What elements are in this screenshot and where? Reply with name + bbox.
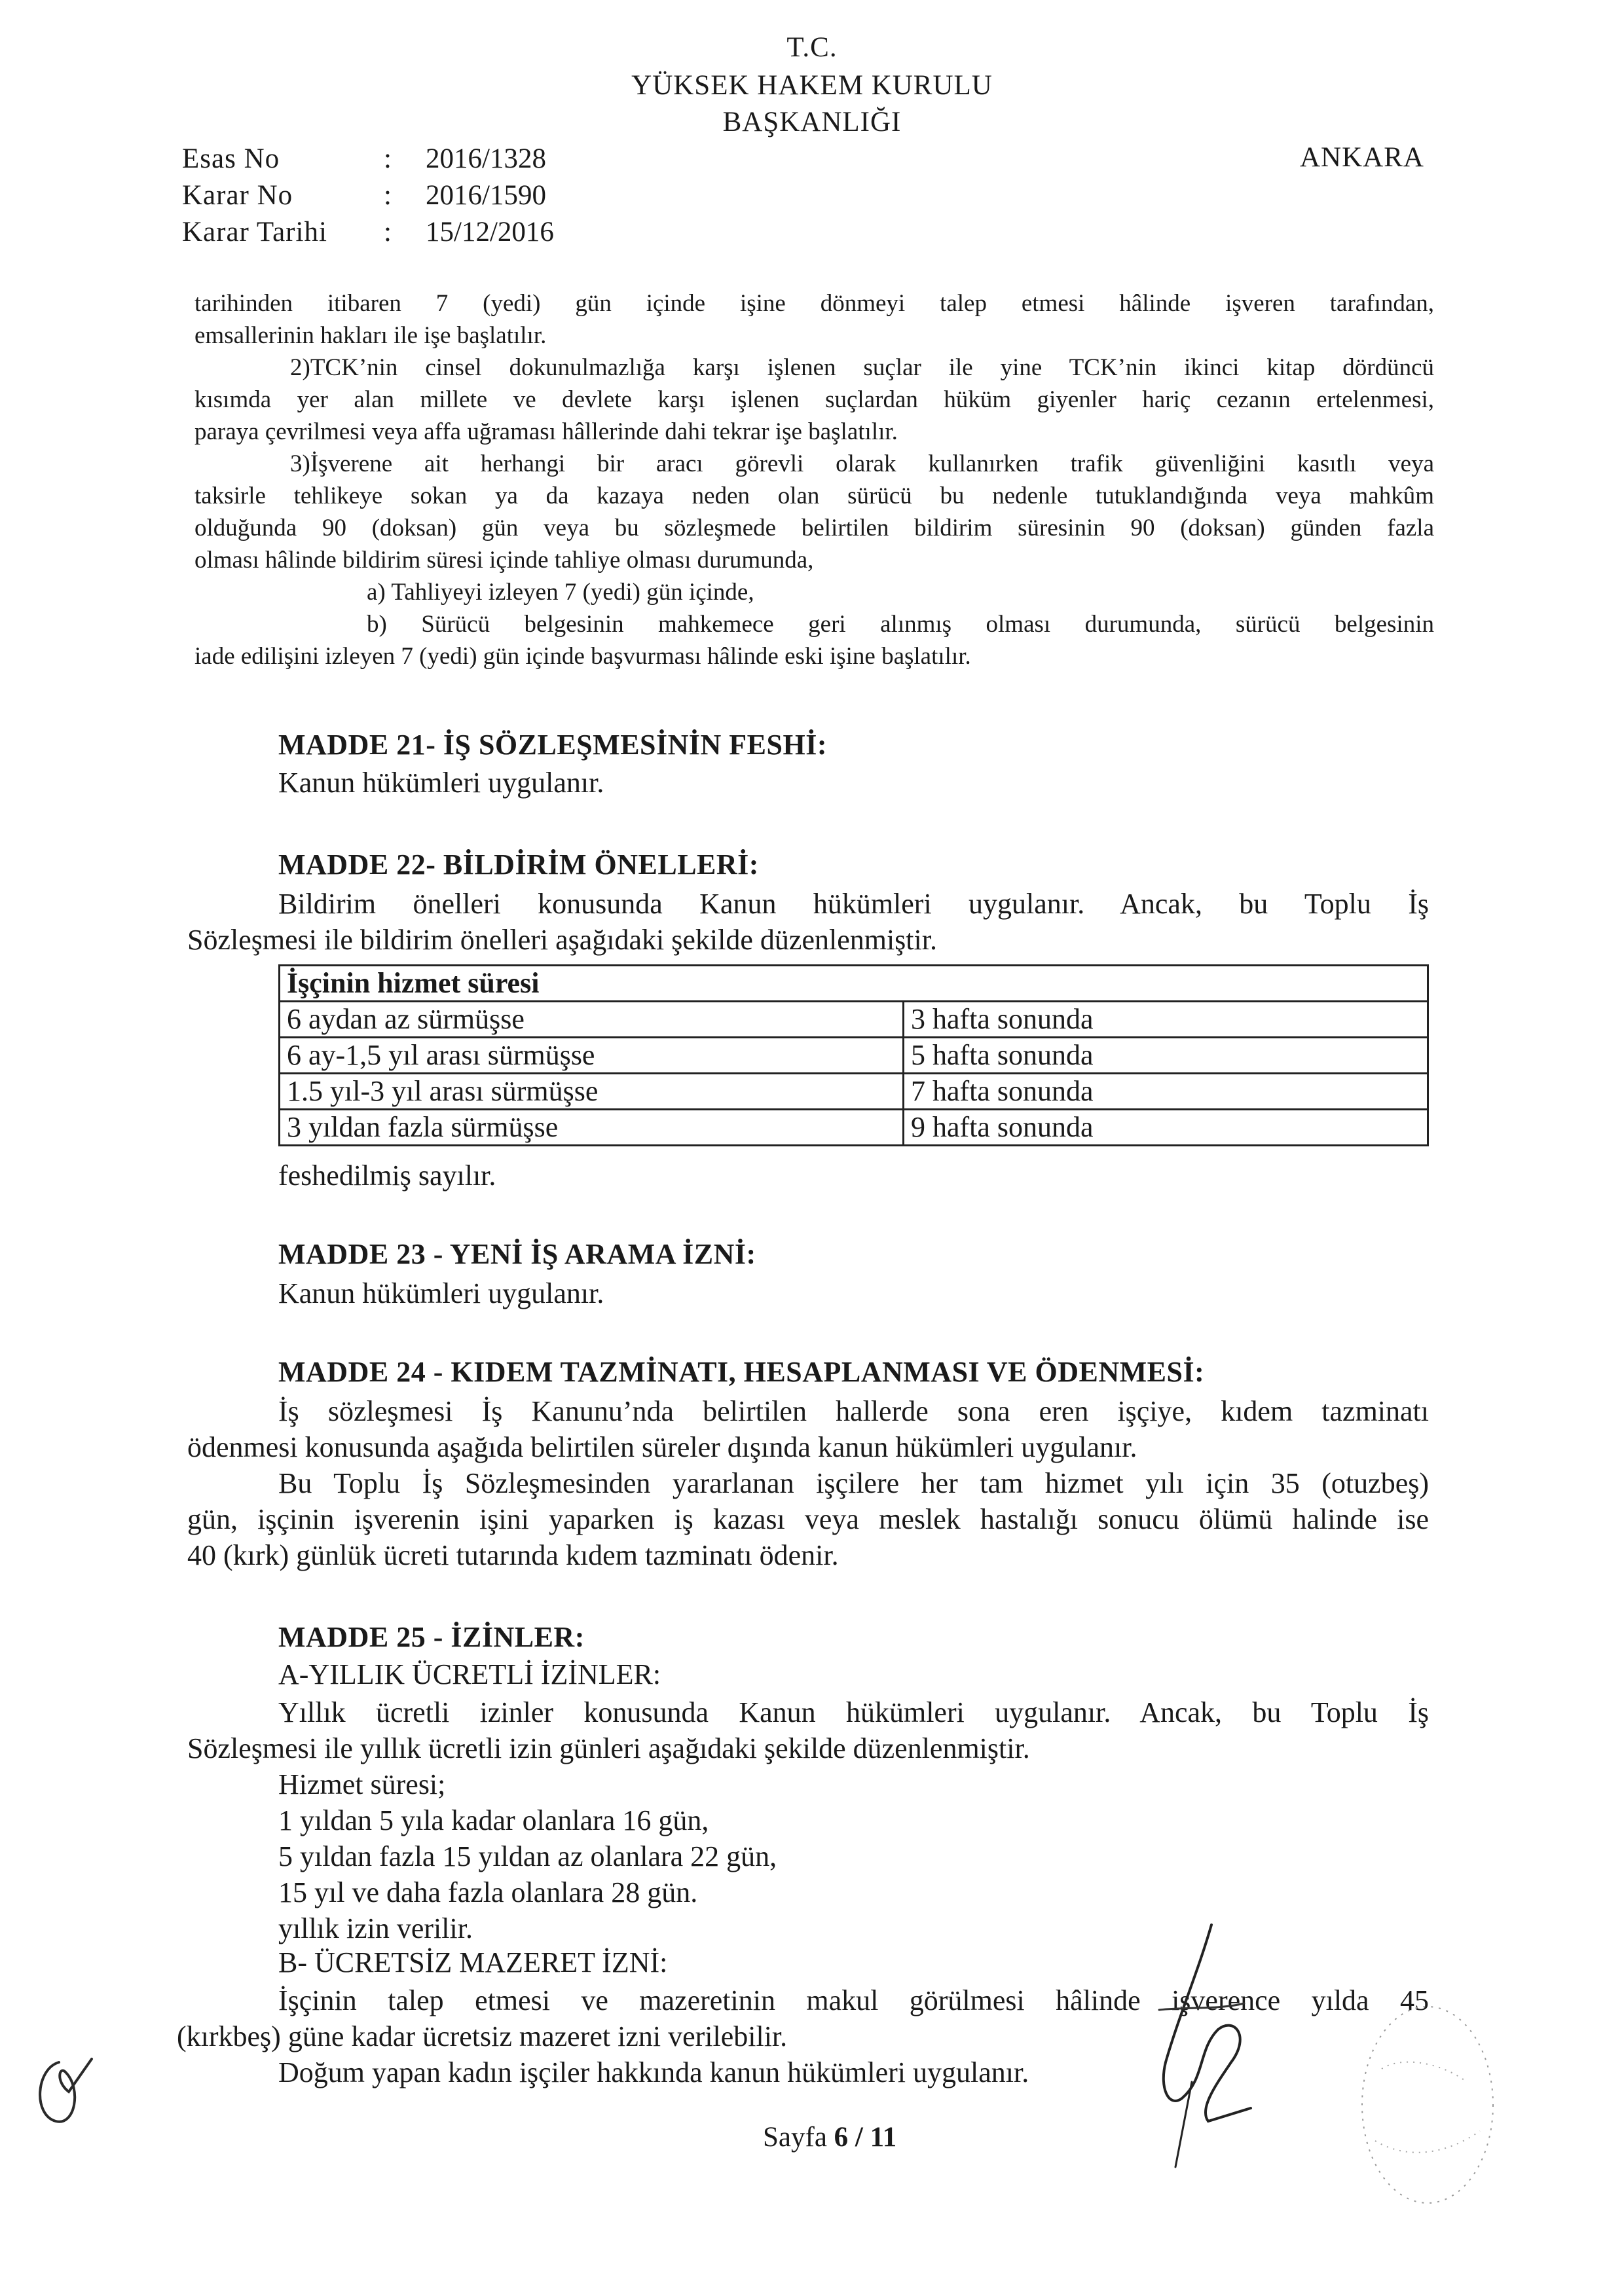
meta-label: Karar No [182, 180, 293, 211]
service-period-cell: 6 aydan az sürmüşse [280, 1002, 904, 1038]
meta-value: 15/12/2016 [426, 217, 554, 247]
meta-value: 2016/1590 [426, 180, 546, 211]
article-25-title: MADDE 25 - İZİNLER: [278, 1621, 585, 1653]
text-line: 15 yıl ve daha fazla olanlara 28 gün. [278, 1876, 698, 1908]
text-line: b) Sürücü belgesinin mahkemece geri alınmış olması durumunda, sürücü belgesinin [367, 611, 1434, 638]
table-row [280, 1002, 1428, 1038]
table-header: İşçinin hizmet süresi [280, 966, 1428, 1002]
meta-sep: : [384, 143, 392, 174]
header-country: T.C. [786, 32, 838, 63]
header-office: BAŞKANLIĞI [722, 107, 902, 137]
header-institution: YÜKSEK HAKEM KURULU [631, 70, 993, 101]
meta-label: Karar Tarihi [182, 217, 327, 247]
text-line: Hizmet süresi; [278, 1768, 446, 1800]
notice-cell: 5 hafta sonunda [904, 1038, 1428, 1074]
page-separator: / [855, 2122, 863, 2153]
service-period-cell: 6 ay-1,5 yıl arası sürmüşse [280, 1038, 904, 1074]
service-period-cell: 3 yıldan fazla sürmüşse [280, 1110, 904, 1146]
article-22-title: MADDE 22- BİLDİRİM ÖNELLERİ: [278, 848, 759, 881]
text-line: olduğunda 90 (doksan) gün veya bu sözleşmede belirtilen bildirim süresinin 90 (doksan) günden fazla [194, 515, 1434, 541]
section-b-title: B- ÜCRETSİZ MAZERET İZNİ: [278, 1946, 668, 1978]
notice-cell: 3 hafta sonunda [904, 1002, 1428, 1038]
text-line: ödenmesi konusunda aşağıda belirtilen süreler dışında kanun hükümleri uygulanır. [187, 1431, 1137, 1463]
text-line: Bu Toplu İş Sözleşmesinden yararlanan işçilere her tam hizmet yılı için 35 (otuzbeş) [278, 1467, 1429, 1499]
faint-stamp-mark [1342, 1990, 1513, 2219]
notice-cell: 9 hafta sonunda [904, 1110, 1428, 1146]
text-line: Doğum yapan kadın işçiler hakkında kanun hükümleri uygulanır. [278, 2056, 1029, 2088]
text-line: Sözleşmesi ile bildirim önelleri aşağıdaki şekilde düzenlenmiştir. [187, 924, 937, 956]
page-label: Sayfa [763, 2122, 827, 2153]
text-line: 40 (kırk) günlük ücreti tutarında kıdem tazminatı ödenir. [187, 1539, 839, 1571]
meta-sep: : [384, 217, 392, 247]
text-line: 2)TCK’nin cinsel dokunulmazlığa karşı işlenen suçlar ile yine TCK’nin ikinci kitap dördüncü [290, 354, 1434, 381]
header-city: ANKARA [1300, 142, 1424, 173]
article-23-body: Kanun hükümleri uygulanır. [278, 1277, 604, 1309]
text-line: Yıllık ücretli izinler konusunda Kanun hükümleri uygulanır. Ancak, bu Toplu İş [278, 1696, 1429, 1728]
article-24-title: MADDE 24 - KIDEM TAZMİNATI, HESAPLANMASI VE ÖDENMESİ: [278, 1356, 1205, 1388]
article-21-title: MADDE 21- İŞ SÖZLEŞMESİNİN FESHİ: [278, 729, 827, 761]
table-header-row [280, 966, 1428, 1002]
meta-label: Esas No [182, 143, 280, 174]
text-line: feshedilmiş sayılır. [278, 1159, 496, 1192]
text-line: emsallerinin hakları ile işe başlatılır. [194, 322, 547, 349]
text-line: 1 yıldan 5 yıla kadar olanlara 16 gün, [278, 1804, 709, 1836]
text-line: İş sözleşmesi İş Kanunu’nda belirtilen hallerde sona eren işçiye, kıdem tazminatı [278, 1395, 1429, 1427]
table-row [280, 1074, 1428, 1110]
article-23-title: MADDE 23 - YENİ İŞ ARAMA İZNİ: [278, 1238, 756, 1270]
table-row [280, 1038, 1428, 1074]
notice-cell: 7 hafta sonunda [904, 1074, 1428, 1110]
text-line: tarihinden itibaren 7 (yedi) gün içinde işine dönmeyi talep etmesi hâlinde işveren tarafından, [194, 290, 1434, 317]
text-line: olması hâlinde bildirim süresi içinde tahliye olması durumunda, [194, 547, 814, 574]
text-line: İşçinin talep etmesi ve mazeretinin makul görülmesi hâlinde işverence yılda 45 [278, 1984, 1429, 2016]
margin-initial-mark [20, 2043, 105, 2147]
meta-value: 2016/1328 [426, 143, 546, 174]
page-current: 6 [834, 2122, 849, 2153]
text-line: a) Tahliyeyi izleyen 7 (yedi) gün içinde, [367, 579, 754, 606]
text-line: iade edilişini izleyen 7 (yedi) gün içinde başvurması hâlinde eski işine başlatılır. [194, 643, 971, 670]
text-line: Sözleşmesi ile yıllık ücretli izin günleri aşağıdaki şekilde düzenlenmiştir. [187, 1732, 1030, 1764]
meta-sep: : [384, 180, 392, 211]
table-row [280, 1110, 1428, 1146]
signature-mark [1120, 1912, 1356, 2187]
text-line: yıllık izin verilir. [278, 1912, 473, 1944]
notice-period-table [278, 964, 1429, 1146]
text-line: gün, işçinin işverenin işini yaparken iş kazası veya meslek hastalığı sonucu ölümü halinde ise [187, 1503, 1429, 1535]
article-21-body: Kanun hükümleri uygulanır. [278, 767, 604, 799]
text-line: taksirle tehlikeye sokan ya da kazaya neden olan sürücü bu nedenle tutuklandığında veya mahkûm [194, 483, 1434, 509]
text-line: Bildirim önelleri konusunda Kanun hükümleri uygulanır. Ancak, bu Toplu İş [278, 888, 1429, 920]
text-line: (kırkbeş) güne kadar ücretsiz mazeret izni verilebilir. [177, 2020, 788, 2052]
text-line: paraya çevrilmesi veya affa uğraması hâllerinde dahi tekrar işe başlatılır. [194, 418, 898, 445]
service-period-cell: 1.5 yıl-3 yıl arası sürmüşse [280, 1074, 904, 1110]
text-line: 5 yıldan fazla 15 yıldan az olanlara 22 gün, [278, 1840, 777, 1872]
text-line: kısımda yer alan millete ve devlete karşı işlenen suçlardan hüküm giyenler hariç cezanın ertelenmesi, [194, 386, 1434, 413]
page-total: 11 [870, 2122, 897, 2153]
text-line: 3)İşverene ait herhangi bir aracı görevli olarak kullanırken trafik güvenliğini kasıtlı veya [290, 450, 1434, 477]
section-a-title: A-YILLIK ÜCRETLİ İZİNLER: [278, 1658, 661, 1690]
page-number [763, 2121, 896, 2154]
